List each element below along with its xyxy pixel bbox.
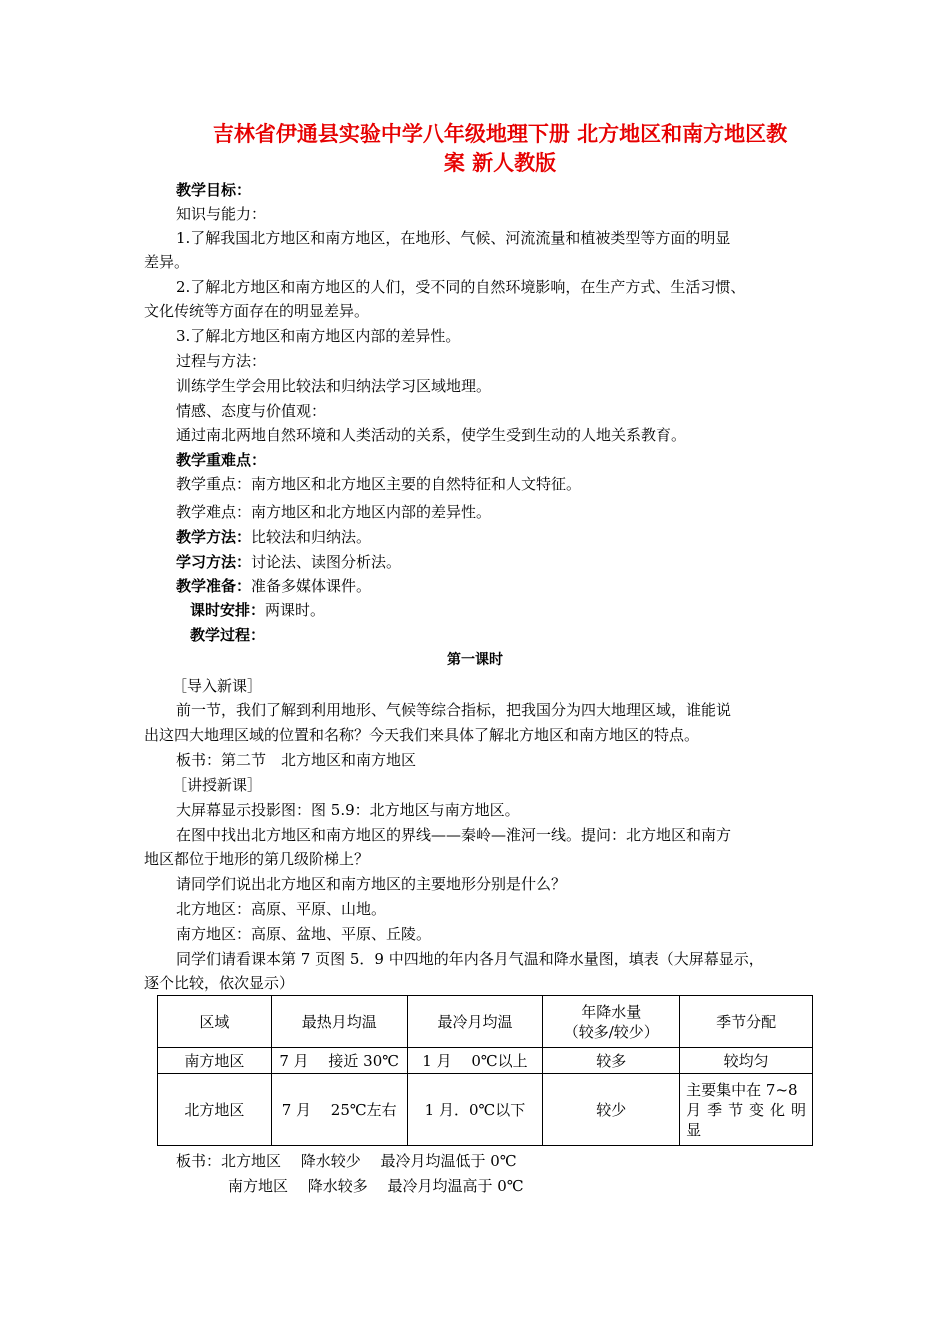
objective-1-line-b: 差异。 <box>144 253 190 271</box>
process-method-text: 训练学生学会用比较法和归纳法学习区域地理。 <box>176 377 492 395</box>
cell-north-season-line-3: 显 <box>686 1120 702 1139</box>
board-writing-1: 板书：第二节 北方地区和南方地区 <box>176 751 417 769</box>
lesson-1-heading: 第一课时 <box>447 652 503 668</box>
cell-north-region: 北方地区 <box>158 1074 272 1146</box>
objective-2-line-b: 文化传统等方面存在的明显差异。 <box>144 302 370 320</box>
teaching-prep <box>176 576 371 596</box>
header-annual-precip-line-1: 年降水量 <box>581 1002 642 1021</box>
process-method-label: 过程与方法： <box>176 352 267 370</box>
cell-north-season-line-1: 主要集中在 7~8 <box>686 1080 798 1099</box>
cell-south-hottest: 7 月 接近 30℃ <box>271 1048 407 1074</box>
terrain-question: 请同学们说出北方地区和南方地区的主要地形分别是什么？ <box>176 875 567 893</box>
document-title-line-1: 吉林省伊通县实验中学八年级地理下册 北方地区和南方地区教 <box>212 122 788 146</box>
fill-instruction-b: 逐个比较，依次显示） <box>144 974 295 992</box>
emotion-label: 情感、态度与价值观： <box>176 402 327 420</box>
cell-north-precip: 较少 <box>543 1074 680 1146</box>
header-region: 区域 <box>158 996 272 1048</box>
header-season: 季节分配 <box>680 996 813 1048</box>
cell-south-coldest: 1 月 0℃以上 <box>407 1048 543 1074</box>
class-schedule-text: 两课时。 <box>265 601 326 619</box>
table-row <box>158 1048 813 1074</box>
keypoints-heading: 教学重难点： <box>176 451 267 469</box>
south-terrain: 南方地区：高原、盆地、平原、丘陵。 <box>176 925 432 943</box>
key-focus: 教学重点：南方地区和北方地区主要的自然特征和人文特征。 <box>176 475 582 493</box>
teach-label: ［讲授新课］ <box>172 776 263 794</box>
header-coldest-month: 最冷月均温 <box>407 996 543 1048</box>
cell-south-season: 较均匀 <box>680 1048 813 1074</box>
intro-line-a: 前一节，我们了解到利用地形、气候等综合指标，把我国分为四大地理区域，谁能说 <box>176 701 732 719</box>
comparison-table <box>157 995 813 1146</box>
north-terrain: 北方地区：高原、平原、山地。 <box>176 900 387 918</box>
class-schedule-label: 课时安排： <box>190 601 266 619</box>
cell-north-hottest: 7 月 25℃左右 <box>271 1074 407 1146</box>
class-schedule <box>190 600 325 620</box>
process-heading: 教学过程： <box>190 626 266 644</box>
cell-north-coldest: 1 月．0℃以下 <box>407 1074 543 1146</box>
objectives-heading: 教学目标： <box>176 181 252 199</box>
table-row <box>158 1074 813 1146</box>
cell-north-season-line-2: 月季节变化明 <box>686 1100 806 1119</box>
cell-north-season <box>680 1074 813 1146</box>
knowledge-label: 知识与能力： <box>176 205 267 223</box>
screen-display: 大屏幕显示投影图：图 5.9：北方地区与南方地区。 <box>176 801 520 819</box>
study-method-label: 学习方法： <box>176 553 252 571</box>
objective-3: 3.了解北方地区和南方地区内部的差异性。 <box>176 327 461 345</box>
teaching-method <box>176 527 371 547</box>
cell-south-precip: 较多 <box>543 1048 680 1074</box>
teaching-prep-text: 准备多媒体课件。 <box>251 577 372 595</box>
find-line-a: 在图中找出北方地区和南方地区的界线——秦岭—淮河一线。提问：北方地区和南方 <box>176 826 732 844</box>
cell-south-region: 南方地区 <box>158 1048 272 1074</box>
header-annual-precip <box>543 996 680 1048</box>
intro-line-b: 出这四大地理区域的位置和名称？今天我们来具体了解北方地区和南方地区的特点。 <box>144 726 700 744</box>
header-annual-precip-line-2: （较多/较少） <box>563 1022 659 1041</box>
emotion-text: 通过南北两地自然环境和人类活动的关系，使学生受到生动的人地关系教育。 <box>176 426 687 444</box>
document-title-line-2: 案 新人教版 <box>443 151 557 175</box>
find-line-b: 地区都位于地形的第几级阶梯上？ <box>144 850 370 868</box>
board-writing-2-line-1: 板书：北方地区 降水较少 最冷月均温低于 0℃ <box>176 1152 517 1170</box>
table-header-row <box>158 996 813 1048</box>
teaching-prep-label: 教学准备： <box>176 577 252 595</box>
intro-label: ［导入新课］ <box>172 677 263 695</box>
board-writing-2-line-2: 南方地区 降水较多 最冷月均温高于 0℃ <box>228 1177 524 1195</box>
objective-2-line-a: 2.了解北方地区和南方地区的人们，受不同的自然环境影响，在生产方式、生活习惯、 <box>176 278 746 296</box>
fill-instruction-a: 同学们请看课本第 7 页图 5．9 中四地的年内各月气温和降水量图，填表（大屏幕显示， <box>176 950 764 968</box>
study-method-text: 讨论法、读图分析法。 <box>251 553 402 571</box>
study-method <box>176 552 401 572</box>
key-difficulty: 教学难点：南方地区和北方地区内部的差异性。 <box>176 503 492 521</box>
teaching-method-text: 比较法和归纳法。 <box>251 528 372 546</box>
header-hottest-month: 最热月均温 <box>271 996 407 1048</box>
objective-1-line-a: 1.了解我国北方地区和南方地区，在地形、气候、河流流量和植被类型等方面的明显 <box>176 229 731 247</box>
teaching-method-label: 教学方法： <box>176 528 252 546</box>
